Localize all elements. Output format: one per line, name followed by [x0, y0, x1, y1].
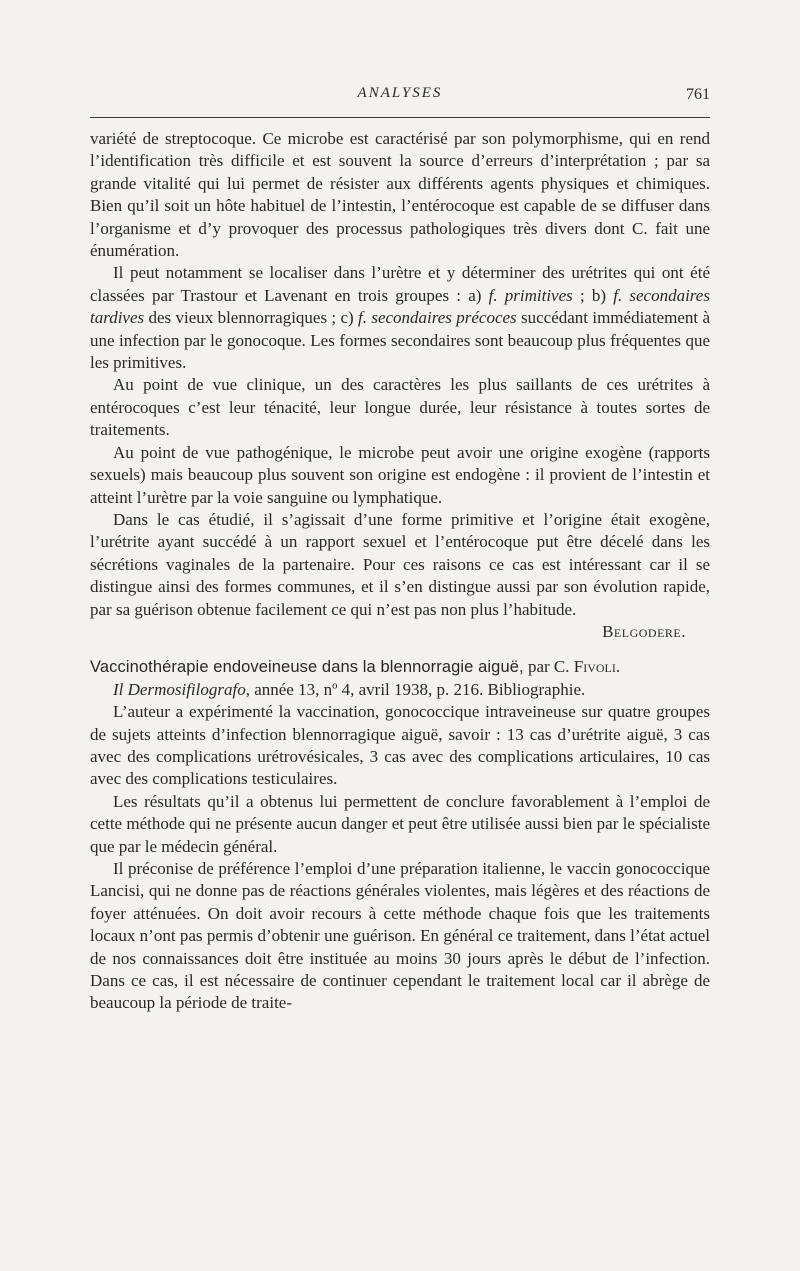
article2-heading	[90, 656, 710, 678]
article1-paragraph-5: Dans le cas étudié, il s’agissait d’une forme primitive et l’origine était exogène, l’urétrite ayant succédé à un rapport sexuel et l’entérocoque put être décelé dans les sécrétions vaginales de la partenaire. Pour ces raisons ce cas est intéressant car il se distingue ainsi des formes communes, et il s’en distingue aussi par son évolution rapide, par sa guérison obtenue facilement ce qui n’est pas non plus l’habitude.	[90, 509, 710, 619]
article2-source	[90, 679, 710, 701]
article2-author: C. Fivoli.	[553, 657, 621, 677]
text-body	[90, 128, 710, 1015]
p2-b-term: f. secondaires tardives	[90, 285, 710, 328]
article2-title: Vaccinothérapie endoveineuse dans la blennorragie aiguë,	[90, 658, 524, 677]
header-rule	[90, 117, 710, 118]
article1-paragraph-1: variété de streptocoque. Ce microbe est caractérisé par son polymorphisme, qui en rend l’identification très difficile et est souvent la source d’erreurs d’interprétation ; par sa grande vitalité qui lui permet de résister aux différents agents physiques et chimiques. Bien qu’il soit un hôte habituel de l’intestin, l’entérocoque est capable de se diffuser dans l’organisme et d’y provoquer des processus pathologiques très divers dont C. fait une énumération.	[90, 129, 710, 261]
article2-paragraph-1: L’auteur a expérimenté la vaccination, gonococcique intraveineuse sur quatre groupes de sujets atteints d’infection blennorragique aiguë, savoir : 13 cas d’urétrite aiguë, 3 cas avec des complications urétrovésicales, 3 cas avec des complications articulaires, 10 cas avec des complications testiculaires.	[90, 702, 710, 789]
p2-sep1: ;	[572, 285, 592, 305]
p2-a-label: a)	[468, 285, 489, 305]
article2-paragraph-2: Les résultats qu’il a obtenus lui permettent de conclure favorablement à l’emploi de cette méthode qui ne présente aucun danger et peut être utilisée aussi bien par le spécialiste que par le médecin général.	[90, 791, 710, 856]
p2-c-rest: succédant immédiatement à une infection par le gonocoque. Les formes secondaires sont beaucoup plus fréquentes que les primitives.	[90, 308, 710, 373]
p2-b-rest: des vieux blennorragiques ;	[144, 308, 341, 328]
page-header	[90, 82, 710, 106]
p2-b-label: b)	[591, 285, 614, 305]
article2-journal: Il Dermosifilografo	[113, 679, 246, 699]
article1-signature: Belgodere.	[602, 621, 686, 641]
page-number: 761	[686, 86, 710, 103]
article2-by: par	[523, 657, 554, 677]
p2-a-term: f. primitives	[488, 285, 573, 305]
running-head: ANALYSES	[357, 85, 443, 101]
article2-source-rest: , année 13, nº 4, avril 1938, p. 216. Bibliographie.	[245, 679, 586, 699]
article2-paragraph-3: Il préconise de préférence l’emploi d’une préparation italienne, le vaccin gonococcique Lancisi, qui ne donne pas de réactions générales violentes, mais légères et des réactions de foyer atténuées. On doit avoir recours à cette méthode chaque fois que les traitements locaux n’ont pas permis d’obtenir une guérison. En général ce traitement, dans l’état actuel de nos connaissances doit être instituée au moins 30 jours après le début de l’infection. Dans ce cas, il est nécessaire de continuer cependant le traitement local car il abrège de beaucoup la période de traite-	[90, 859, 710, 1013]
p2-c-term: f. secondaires précoces	[358, 308, 517, 328]
article1-paragraph-3: Au point de vue clinique, un des caractères les plus saillants de ces urétrites à entérocoques c’est leur ténacité, leur longue durée, leur résistance à toutes sortes de traitements.	[90, 375, 710, 440]
article1-paragraph-4: Au point de vue pathogénique, le microbe peut avoir une origine exogène (rapports sexuels) mais beaucoup plus souvent son origine est endogène : il provient de l’intestin et atteint l’urètre par la voie sanguine ou lymphatique.	[90, 442, 710, 507]
article1-paragraph-2	[90, 262, 710, 374]
p2-intro: Il peut notamment se localiser dans l’urètre et y déterminer des urétrites qui ont été classées par Trastour et Lavenant en trois groupes :	[90, 263, 710, 305]
p2-c-label: c)	[340, 308, 359, 328]
